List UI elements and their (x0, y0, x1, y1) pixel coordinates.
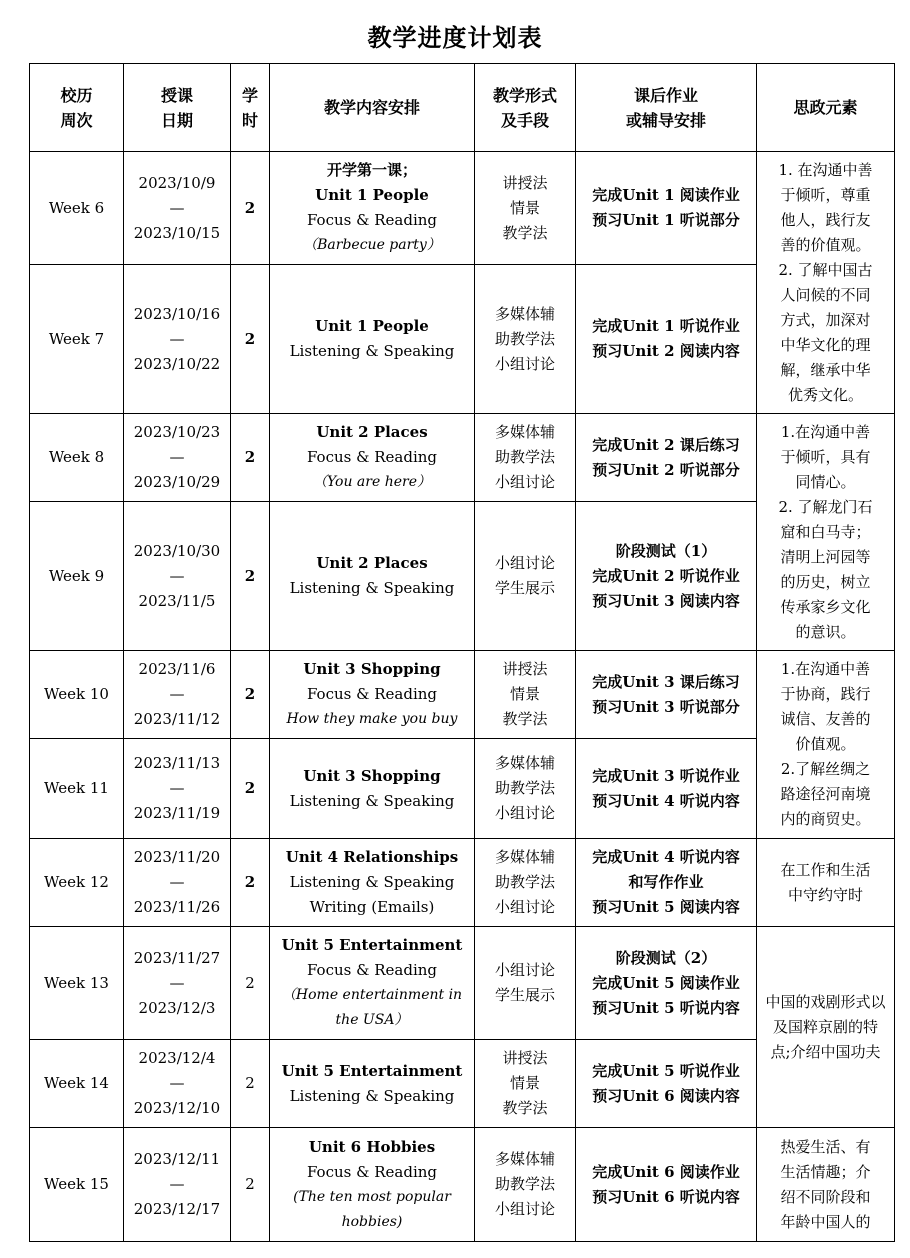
text-line: 开学第一课； (326, 161, 417, 179)
text-line: Unit 3 Shopping (303, 660, 441, 678)
homework-cell (576, 839, 757, 927)
text-line: Unit 4 Relationships (285, 848, 459, 866)
text-line: Unit 1 People (315, 186, 429, 204)
text-line: 完成Unit 6 阅读作业 (592, 1162, 740, 1181)
text-line: 学生展示 (494, 579, 555, 597)
text-line: 2023/10/9 (138, 173, 216, 192)
week-cell (30, 1040, 124, 1128)
content-cell (270, 502, 475, 651)
text-line: 的意识。 (795, 622, 856, 641)
week-cell (30, 414, 124, 502)
text-line: 2023/12/4 (138, 1049, 216, 1067)
sz-cell (757, 839, 895, 927)
text-line: Week 15 (44, 1175, 109, 1193)
text-line: 预习Unit 5 阅读内容 (592, 898, 740, 916)
method-cell (475, 152, 576, 265)
text-line: 2023/12/11 (133, 1150, 221, 1168)
text-line: 2.了解丝绸之 (780, 760, 871, 778)
text-line: 小组讨论 (494, 804, 555, 822)
text-line: — (169, 1175, 185, 1193)
table-row (30, 152, 895, 265)
text-line: Listening & Speaking (289, 873, 455, 891)
text-line: 中华文化的理 (780, 335, 871, 354)
text-line: 多媒体辅 (494, 848, 555, 866)
text-line: 完成Unit 5 听说作业 (592, 1061, 740, 1080)
date-cell (124, 739, 231, 839)
text-line: 完成Unit 2 听说作业 (592, 566, 740, 585)
text-line: hobbies) (341, 1213, 403, 1230)
text-line: 小组讨论 (494, 473, 555, 491)
text-line: Listening & Speaking (289, 342, 455, 360)
text-line: 教学法 (502, 710, 548, 728)
table-row (30, 1128, 895, 1242)
text-line: 多媒体辅 (494, 304, 555, 323)
text-line: 他人，践行友 (780, 210, 871, 229)
text-line: 于协商，践行 (780, 685, 871, 703)
method-cell (475, 414, 576, 502)
text-line: 1. 在沟通中善 (778, 160, 873, 179)
week-cell (30, 839, 124, 927)
text-line: 预习Unit 3 听说部分 (592, 697, 740, 716)
text-line: 2023/10/29 (133, 473, 221, 491)
text-line: 讲授法 (502, 173, 548, 192)
text-line: 教学法 (502, 223, 548, 242)
text-line: Unit 6 Hobbies (308, 1137, 436, 1156)
text-line: Unit 1 People (315, 317, 429, 335)
text-line: 2 (244, 329, 256, 348)
text-line: 同情心。 (795, 472, 856, 491)
text-line: 学生展示 (494, 986, 555, 1004)
text-line: How they make you buy (286, 711, 458, 727)
text-line: 助教学法 (494, 329, 555, 348)
text-line: 内的商贸史。 (780, 810, 871, 828)
text-line: Unit 5 Entertainment (281, 936, 463, 954)
homework-cell (576, 651, 757, 739)
text-line: 点;介绍中国功夫 (770, 1042, 881, 1061)
content-cell (270, 152, 475, 265)
text-line: 小组讨论 (494, 1200, 555, 1218)
text-line: 1.在沟通中善 (780, 660, 871, 678)
text-line: Week 10 (44, 685, 109, 703)
text-line: 预习Unit 5 听说内容 (592, 998, 740, 1017)
text-line: 价值观。 (795, 735, 856, 753)
text-line: 小组讨论 (494, 354, 555, 373)
hours-cell (231, 502, 270, 651)
homework-cell (576, 414, 757, 502)
text-line: — (169, 779, 185, 797)
text-line: 预习Unit 6 阅读内容 (592, 1086, 740, 1105)
content-cell (270, 739, 475, 839)
text-line: 优秀文化。 (787, 385, 863, 404)
method-cell (475, 265, 576, 414)
hours-cell (231, 265, 270, 414)
header-homework: 课后作业 或辅导安排 (576, 64, 757, 152)
text-line: 讲授法 (502, 660, 548, 678)
text-line: 多媒体辅 (494, 754, 555, 772)
text-line: 预习Unit 3 阅读内容 (592, 591, 740, 610)
hours-cell (231, 1128, 270, 1242)
homework-cell (576, 739, 757, 839)
text-line: 1.在沟通中善 (780, 422, 871, 441)
text-line: Week 12 (44, 873, 109, 891)
text-line: 阶段测试（1） (615, 541, 717, 560)
week-cell (30, 651, 124, 739)
date-cell (124, 927, 231, 1040)
text-line: 2. 了解中国古 (778, 260, 873, 279)
text-line: 窟和白马寺； (780, 522, 871, 541)
text-line: 在工作和生活 (780, 860, 871, 879)
homework-cell (576, 265, 757, 414)
table-row (30, 839, 895, 927)
text-line: Week 7 (48, 329, 105, 348)
method-cell (475, 1128, 576, 1242)
text-line: — (169, 448, 185, 466)
text-line: Week 6 (48, 198, 105, 217)
text-line: （Home entertainment in (281, 987, 463, 1003)
text-line: 于倾听，尊重 (780, 185, 871, 204)
text-line: 2023/11/6 (138, 660, 216, 678)
text-line: 小组讨论 (494, 554, 555, 572)
text-line: 助教学法 (494, 779, 555, 797)
text-line: （Barbecue party） (303, 237, 441, 253)
method-cell (475, 739, 576, 839)
text-line: Week 11 (44, 779, 109, 797)
text-line: 2023/10/15 (133, 223, 221, 242)
week-cell (30, 502, 124, 651)
text-line: 预习Unit 4 听说内容 (592, 791, 740, 810)
text-line: 2 (244, 873, 256, 891)
text-line: Week 8 (48, 448, 105, 466)
method-cell (475, 839, 576, 927)
sz-cell (757, 152, 895, 414)
text-line: 完成Unit 3 课后练习 (592, 672, 740, 691)
text-line: 2 (244, 685, 256, 703)
text-line: 热爱生活、有 (780, 1137, 871, 1156)
text-line: 情景 (509, 685, 540, 703)
text-line: 小组讨论 (494, 898, 555, 916)
text-line: Focus & Reading (306, 211, 438, 229)
schedule-table (29, 63, 895, 1242)
text-line: 2023/11/12 (133, 710, 221, 728)
table-row (30, 927, 895, 1040)
sz-cell (757, 1128, 895, 1242)
text-line: 2023/10/16 (133, 304, 221, 323)
text-line: 2023/11/27 (133, 948, 221, 967)
text-line: 预习Unit 2 阅读内容 (592, 342, 740, 360)
text-line: 多媒体辅 (494, 423, 555, 441)
homework-cell (576, 152, 757, 265)
header-row (30, 64, 895, 152)
text-line: 2023/10/22 (133, 354, 221, 373)
text-line: — (169, 329, 185, 348)
text-line: 预习Unit 2 听说部分 (592, 460, 740, 479)
hours-cell (231, 927, 270, 1040)
text-line: 预习Unit 6 听说内容 (592, 1187, 740, 1206)
homework-cell (576, 927, 757, 1040)
text-line: 完成Unit 1 阅读作业 (592, 186, 740, 204)
text-line: 解，继承中华 (780, 360, 871, 379)
text-line: 2023/12/10 (133, 1099, 221, 1117)
hours-cell (231, 839, 270, 927)
text-line: 助教学法 (494, 448, 555, 466)
text-line: — (169, 1074, 185, 1092)
content-cell (270, 1128, 475, 1242)
text-line: 完成Unit 3 听说作业 (592, 766, 740, 785)
text-line: Listening & Speaking (289, 1086, 455, 1105)
text-line: — (169, 973, 185, 992)
text-line: 2 (244, 566, 256, 585)
text-line: 于倾听，具有 (780, 447, 871, 466)
text-line: 完成Unit 1 听说作业 (592, 317, 740, 335)
date-cell (124, 265, 231, 414)
text-line: (The ten most popular (293, 1188, 451, 1205)
text-line: 路途径河南境 (780, 785, 871, 803)
text-line: Focus & Reading (306, 685, 438, 703)
text-line: — (169, 873, 185, 891)
text-line: 中国的戏剧形式以 (765, 992, 886, 1011)
date-cell (124, 414, 231, 502)
text-line: 及国粹京剧的特 (772, 1017, 878, 1036)
text-line: 2023/11/26 (133, 898, 221, 916)
text-line: 完成Unit 2 课后练习 (592, 435, 740, 454)
text-line: Focus & Reading (306, 1162, 438, 1181)
text-line: 助教学法 (494, 873, 555, 891)
date-cell (124, 839, 231, 927)
text-line: 诚信、友善的 (780, 710, 871, 728)
sz-cell (757, 414, 895, 651)
text-line: 2 (245, 1074, 255, 1092)
hours-cell (231, 1040, 270, 1128)
table-row (30, 414, 895, 502)
header-sz: 思政元素 (757, 64, 895, 152)
table-row (30, 651, 895, 739)
text-line: Writing (Emails) (309, 898, 435, 916)
text-line: 情景 (509, 198, 540, 217)
header-method: 教学形式 及手段 (475, 64, 576, 152)
text-line: 方式，加深对 (780, 310, 871, 329)
week-cell (30, 927, 124, 1040)
text-line: 2 (245, 1175, 255, 1193)
header-content: 教学内容安排 (270, 64, 475, 152)
text-line: Listening & Speaking (289, 579, 455, 597)
text-line: 情景 (509, 1074, 540, 1092)
content-cell (270, 839, 475, 927)
date-cell (124, 502, 231, 651)
text-line: 2023/11/19 (133, 804, 221, 822)
text-line: — (169, 685, 185, 703)
text-line: — (169, 198, 185, 217)
date-cell (124, 152, 231, 265)
text-line: 2023/10/30 (133, 541, 221, 560)
text-line: 阶段测试（2） (615, 948, 717, 967)
text-line: 助教学法 (494, 1175, 555, 1193)
date-cell (124, 1128, 231, 1242)
hours-cell (231, 152, 270, 265)
method-cell (475, 1040, 576, 1128)
content-cell (270, 927, 475, 1040)
text-line: 小组讨论 (494, 961, 555, 979)
text-line: Unit 2 Places (316, 423, 428, 441)
text-line: 2023/10/23 (133, 423, 221, 441)
text-line: 善的价值观。 (780, 235, 871, 254)
text-line: 人问候的不同 (780, 285, 871, 304)
text-line: Unit 2 Places (316, 554, 428, 572)
hours-cell (231, 414, 270, 502)
week-cell (30, 152, 124, 265)
text-line: 2 (244, 198, 256, 217)
hours-cell (231, 739, 270, 839)
text-line: 2 (244, 448, 256, 466)
text-line: the USA） (335, 1012, 409, 1028)
text-line: 教学法 (502, 1099, 548, 1117)
text-line: 绍不同阶段和 (780, 1187, 871, 1206)
header-date: 授课 日期 (124, 64, 231, 152)
text-line: 年龄中国人的 (780, 1212, 871, 1231)
text-line: 2023/11/20 (133, 848, 221, 866)
homework-cell (576, 1128, 757, 1242)
text-line: 清明上河园等 (780, 547, 871, 566)
text-line: （You are here） (313, 474, 431, 490)
text-line: — (169, 566, 185, 585)
text-line: Week 14 (44, 1074, 109, 1092)
text-line: 完成Unit 5 阅读作业 (592, 973, 740, 992)
homework-cell (576, 502, 757, 651)
content-cell (270, 651, 475, 739)
homework-cell (576, 1040, 757, 1128)
text-line: Unit 3 Shopping (303, 766, 441, 785)
text-line: 讲授法 (502, 1049, 548, 1067)
sz-cell (757, 651, 895, 839)
text-line: 2023/12/3 (138, 998, 216, 1017)
text-line: Unit 5 Entertainment (281, 1061, 463, 1080)
text-line: Focus & Reading (306, 448, 438, 466)
method-cell (475, 651, 576, 739)
text-line: Focus & Reading (306, 961, 438, 979)
text-line: 传承家乡文化 (780, 597, 871, 616)
page-title: 教学进度计划表 (367, 23, 543, 52)
method-cell (475, 927, 576, 1040)
content-cell (270, 1040, 475, 1128)
week-cell (30, 739, 124, 839)
date-cell (124, 651, 231, 739)
header-hours: 学 时 (231, 64, 270, 152)
text-line: Week 13 (44, 973, 109, 992)
week-cell (30, 265, 124, 414)
text-line: 完成Unit 4 听说内容 (592, 848, 740, 866)
text-line: 2023/11/13 (133, 754, 221, 772)
text-line: 预习Unit 1 听说部分 (592, 211, 740, 229)
content-cell (270, 414, 475, 502)
text-line: 的历史，树立 (780, 572, 871, 591)
text-line: 2023/12/17 (133, 1200, 221, 1218)
text-line: Week 9 (48, 566, 105, 585)
date-cell (124, 1040, 231, 1128)
header-week: 校历 周次 (30, 64, 124, 152)
text-line: 2 (245, 973, 255, 992)
text-line: 中守约守时 (787, 885, 863, 904)
text-line: 2 (244, 779, 256, 797)
text-line: 和写作作业 (628, 873, 704, 891)
hours-cell (231, 651, 270, 739)
text-line: 生活情趣；介 (780, 1162, 871, 1181)
method-cell (475, 502, 576, 651)
sz-cell (757, 927, 895, 1128)
text-line: 多媒体辅 (494, 1150, 555, 1168)
text-line: 2. 了解龙门石 (778, 497, 873, 516)
text-line: 2023/11/5 (138, 591, 216, 610)
text-line: Listening & Speaking (289, 791, 455, 810)
week-cell (30, 1128, 124, 1242)
content-cell (270, 265, 475, 414)
